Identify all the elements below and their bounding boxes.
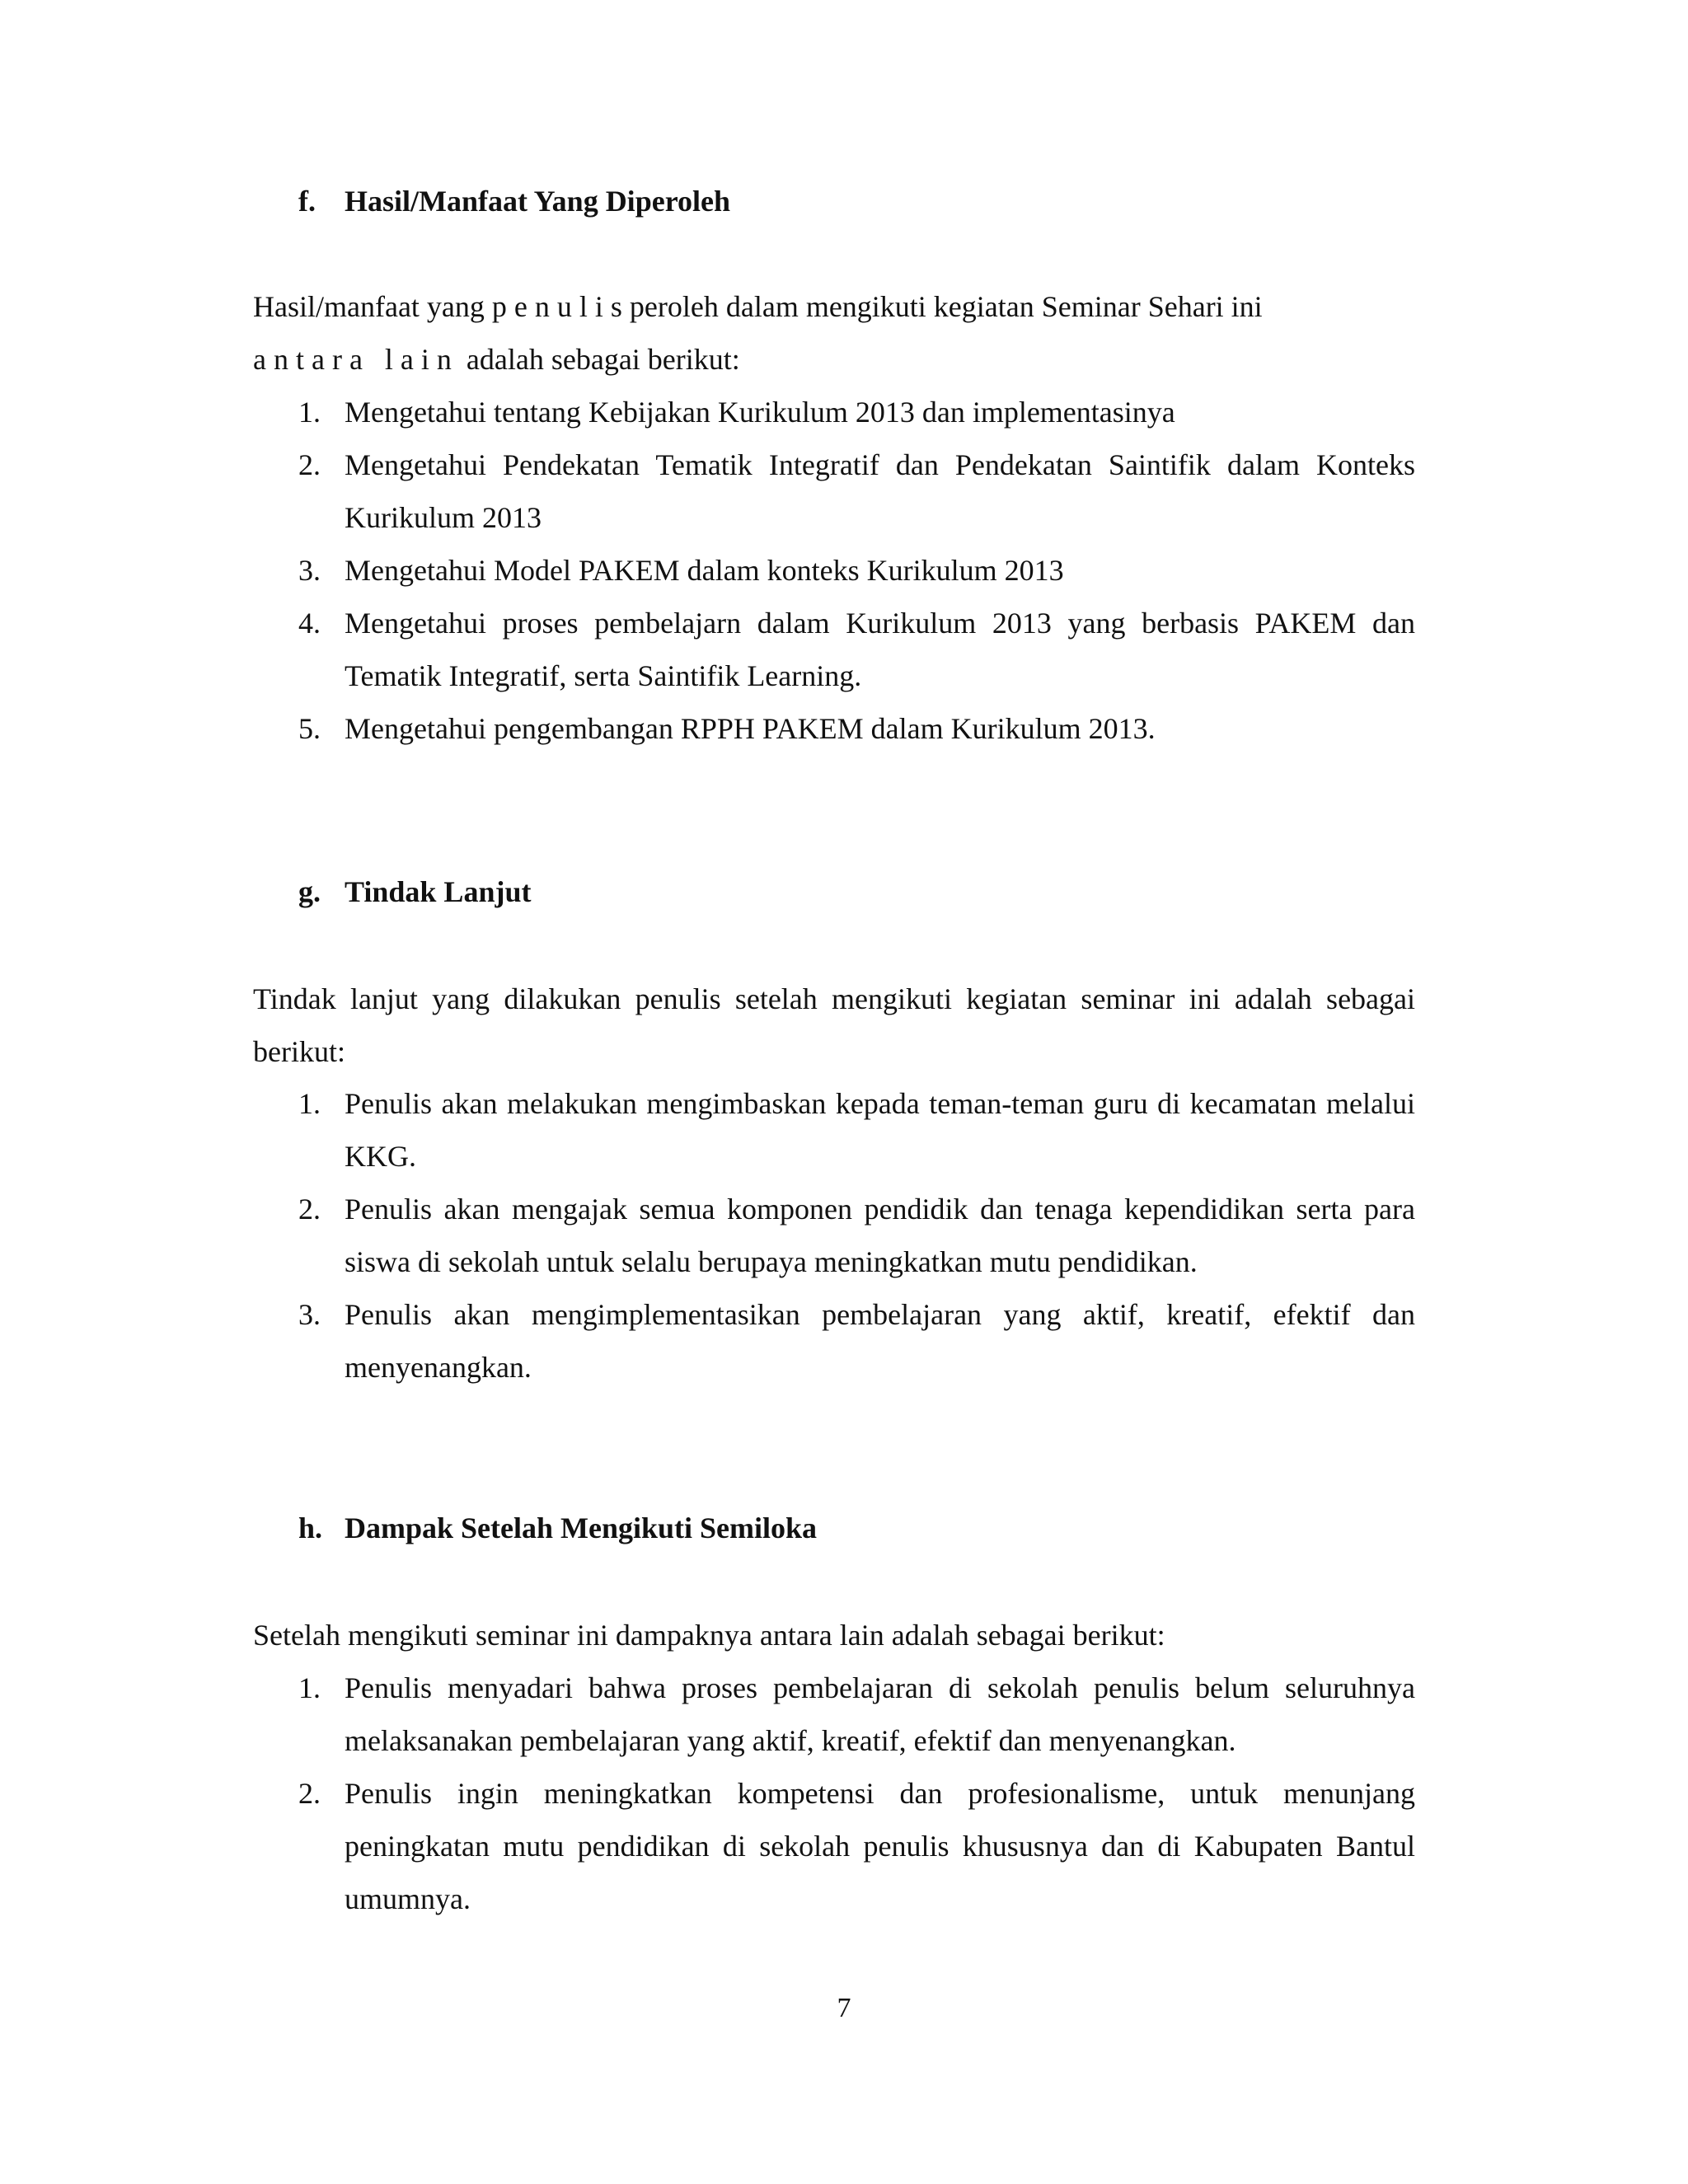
section-g-heading [298,877,531,907]
list-item-text: Penulis akan mengajak semua komponen pendidik dan tenaga kependidikan serta para siswa di sekolah untuk selalu berupaya meningkatkan mutu pendidikan. [345,1193,1415,1278]
list-item-number: 1. [298,1671,321,1704]
list-item-text: Mengetahui Model PAKEM dalam konteks Kurikulum 2013 [345,554,1064,587]
section-h-heading [298,1513,817,1543]
section-h-intro: Setelah mengikuti seminar ini dampaknya antara lain adalah sebagai berikut: [253,1619,1165,1652]
list-item [298,1288,1415,1394]
list-item [298,386,1415,438]
list-item [298,1767,1415,1925]
section-f-heading [298,186,730,216]
page-number: 7 [837,1993,851,2023]
intro-text-2: peroleh dalam mengikuti kegiatan Seminar Sehari ini [629,290,1263,323]
list-item [298,597,1415,702]
list-item-text: Mengetahui Pendekatan Tematik Integratif dan Pendekatan Saintifik dalam Konteks Kurikulum 2013 [345,448,1415,534]
list-item-number: 1. [298,1087,321,1120]
intro-spaced-2: antara lain [253,343,459,376]
section-h-list [298,1661,1415,1925]
list-item-text: Penulis menyadari bahwa proses pembelajaran di sekolah penulis belum seluruhnya melaksanakan pembelajaran yang aktif, kreatif, efektif dan menyenangkan. [345,1671,1415,1757]
list-item [298,702,1415,755]
list-item-number: 4. [298,607,321,640]
list-item-text: Mengetahui proses pembelajarn dalam Kurikulum 2013 yang berbasis PAKEM dan Tematik Integratif, serta Saintifik Learning. [345,607,1415,692]
intro-spaced-1: penulis [491,290,630,323]
section-g-list [298,1077,1415,1394]
list-item [298,438,1415,544]
list-item-number: 2. [298,448,321,481]
list-item-number: 2. [298,1193,321,1226]
list-item-number: 1. [298,396,321,429]
list-item-text: Mengetahui pengembangan RPPH PAKEM dalam Kurikulum 2013. [345,712,1156,745]
intro-text-3: adalah sebagai berikut: [458,343,740,376]
list-item-number: 5. [298,712,321,745]
list-item-text: Mengetahui tentang Kebijakan Kurikulum 2013 dan implementasinya [345,396,1175,429]
list-item-number: 3. [298,554,321,587]
list-item-number: 3. [298,1298,321,1331]
list-item [298,1077,1415,1183]
section-f-title: Hasil/Manfaat Yang Diperoleh [345,185,731,218]
list-item-text: Penulis akan melakukan mengimbaskan kepada teman-teman guru di kecamatan melalui KKG. [345,1087,1415,1173]
section-g-title: Tindak Lanjut [345,875,532,908]
list-item [298,544,1415,597]
section-h-letter: h. [298,1511,323,1544]
section-f-list [298,386,1415,755]
list-item [298,1661,1415,1767]
section-f-intro-line-1 [253,280,1415,333]
section-h-title: Dampak Setelah Mengikuti Semiloka [345,1511,818,1544]
section-g-intro: Tindak lanjut yang dilakukan penulis setelah mengikuti kegiatan seminar ini adalah sebagai berikut: [253,982,1415,1068]
section-f-letter: f. [298,185,316,218]
list-item [298,1183,1415,1288]
list-item-text: Penulis ingin meningkatkan kompetensi dan profesionalisme, untuk menunjang peningkatan mutu pendidikan di sekolah penulis khususnya dan di Kabupaten Bantul umumnya. [345,1777,1415,1915]
intro-text-1: Hasil/manfaat yang [253,290,492,323]
section-f-intro [253,280,1415,386]
list-item-text: Penulis akan mengimplementasikan pembelajaran yang aktif, kreatif, efektif dan menyenangkan. [345,1298,1415,1384]
list-item-number: 2. [298,1777,321,1810]
section-f-intro-line-2 [253,333,1415,386]
section-g-letter: g. [298,875,321,908]
